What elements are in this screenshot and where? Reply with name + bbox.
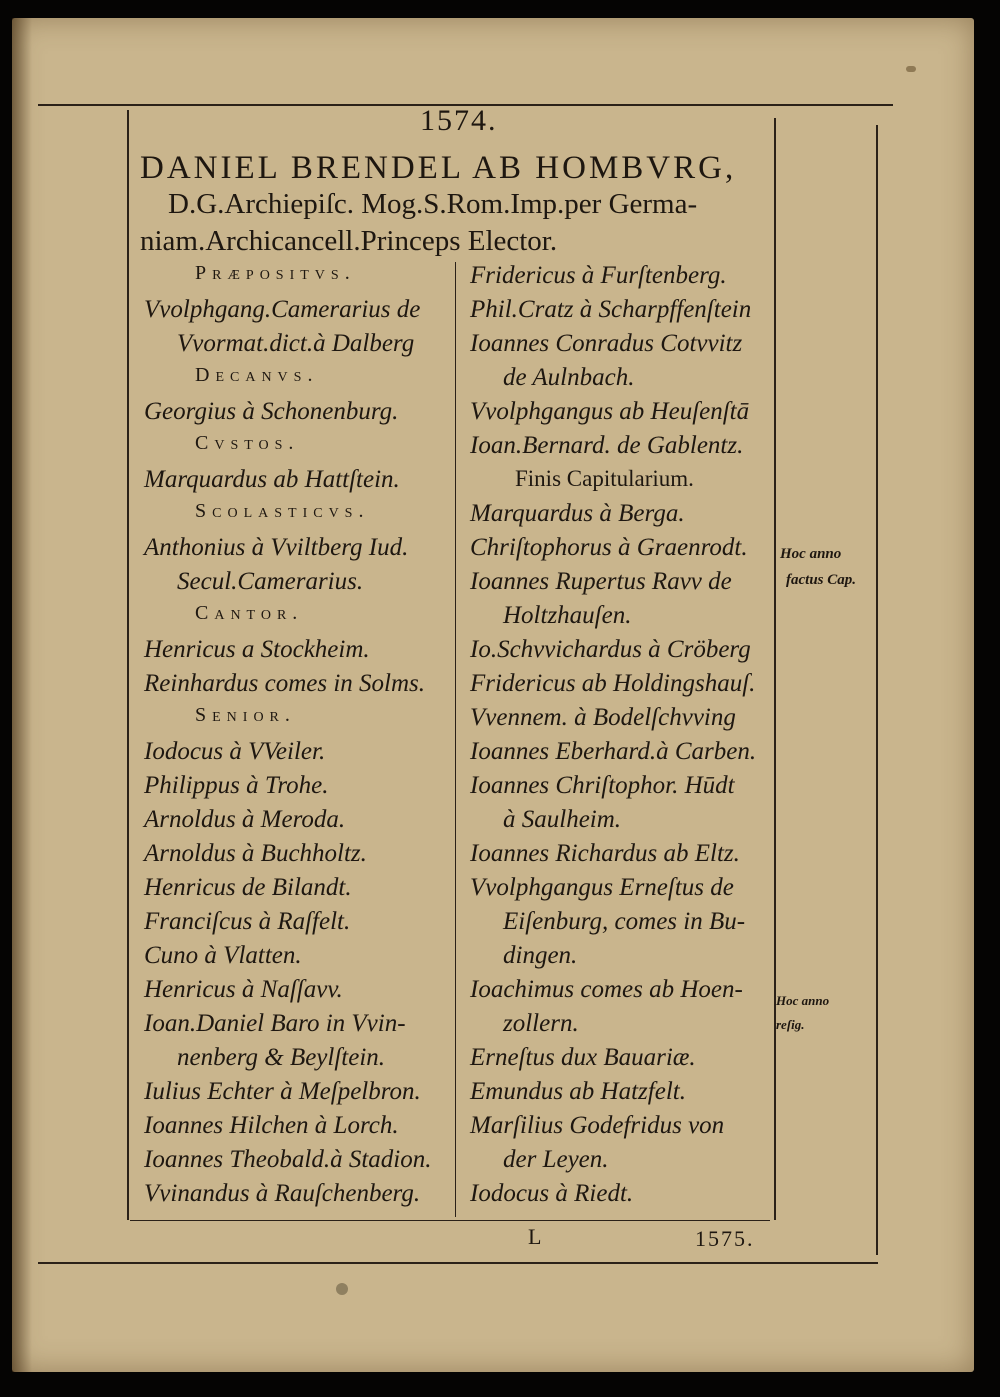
left-column-line: Iodocus à VVeiler. bbox=[144, 738, 326, 765]
right-column-line: dingen. bbox=[503, 942, 578, 969]
bottom-rule bbox=[38, 1262, 878, 1264]
left-column-line: Ioannes Hilchen à Lorch. bbox=[144, 1112, 399, 1139]
margin-note-2-line-1: Hoc anno bbox=[776, 993, 830, 1008]
right-column-line: der Leyen. bbox=[503, 1146, 609, 1173]
left-column-line: Præpositvs. bbox=[195, 262, 356, 284]
bottom-rule-inner bbox=[130, 1220, 770, 1221]
right-column-line: zollern. bbox=[503, 1010, 579, 1037]
left-column-line: Arnoldus à Meroda. bbox=[144, 806, 346, 833]
right-column-line: Fridericus ab Holdingshauſ. bbox=[470, 670, 756, 697]
left-column-line: Henricus a Stockheim. bbox=[144, 636, 370, 663]
left-column-line: nenberg & Beylſtein. bbox=[177, 1044, 386, 1071]
right-column-line: Iodocus à Riedt. bbox=[470, 1180, 634, 1207]
right-column-line: Vvennem. à Bodelſchvving bbox=[470, 704, 736, 731]
right-column-line: Holtzhauſen. bbox=[503, 602, 632, 629]
left-column-line: Cvstos. bbox=[195, 432, 300, 454]
left-column-line: Henricus à Naſſavv. bbox=[144, 976, 343, 1003]
left-column-line: Philippus à Trohe. bbox=[144, 772, 329, 799]
left-column-line: Georgius à Schonenburg. bbox=[144, 398, 399, 425]
right-column-line: Phil.Cratz à Scharpffenſtein bbox=[470, 296, 752, 323]
paper-stain bbox=[906, 66, 916, 72]
right-column-line: Vvolphgangus ab Heuſenſtā bbox=[470, 398, 750, 425]
left-column-line: Ioan.Daniel Baro in Vvin- bbox=[144, 1010, 406, 1037]
right-column-line: Ioan.Bernard. de Gablentz. bbox=[470, 432, 744, 459]
right-column-line: Emundus ab Hatzfelt. bbox=[470, 1078, 686, 1105]
catchword: 1575. bbox=[695, 1226, 755, 1251]
right-border bbox=[774, 118, 776, 1220]
left-column-line: Vvinandus à Rauſchenberg. bbox=[144, 1180, 421, 1207]
title-line-2: D.G.Archiepiſc. Mog.S.Rom.Imp.per Germa- bbox=[168, 188, 698, 220]
right-column-line: Eiſenburg, comes in Bu- bbox=[503, 908, 746, 935]
left-column-line: Scolasticvs. bbox=[195, 500, 370, 522]
right-column-line: Ioannes Eberhard.à Carben. bbox=[470, 738, 757, 765]
right-column-line: Chriſtophorus à Graenrodt. bbox=[470, 534, 748, 561]
right-column-line: Marquardus à Berga. bbox=[470, 500, 685, 527]
right-column-line: Ioannes Rupertus Ravv de bbox=[470, 568, 732, 595]
title-line-1: DANIEL BRENDEL AB HOMBVRG, bbox=[140, 150, 737, 186]
margin-note-2-line-2: reſig. bbox=[776, 1017, 805, 1032]
left-column-line: Vvolphgang.Camerarius de bbox=[144, 296, 421, 323]
left-column-line: Decanvs. bbox=[195, 364, 319, 386]
left-column-line: Secul.Camerarius. bbox=[177, 568, 364, 595]
page-number: 1574. bbox=[420, 104, 498, 137]
margin-note-1-line-1: Hoc anno bbox=[780, 546, 842, 562]
title-line-3: niam.Archicancell.Princeps Elector. bbox=[140, 225, 558, 257]
left-column-line: Marquardus ab Hattſtein. bbox=[144, 466, 400, 493]
left-column-line: Vvormat.dict.à Dalberg bbox=[177, 330, 415, 357]
margin-note-1-line-2: factus Cap. bbox=[786, 572, 857, 588]
right-column-line: Ioannes Conradus Cotvvitz bbox=[470, 330, 743, 357]
right-column-line: Ioachimus comes ab Hoen- bbox=[470, 976, 743, 1003]
right-column-line: Marſilius Godefridus von bbox=[470, 1112, 725, 1139]
left-column-line: Cantor. bbox=[195, 602, 304, 624]
right-column-line: Ioannes Richardus ab Eltz. bbox=[470, 840, 740, 867]
right-column-line: à Saulheim. bbox=[503, 806, 622, 833]
column-divider bbox=[455, 262, 456, 1217]
right-column-line: Finis Capitularium. bbox=[515, 466, 694, 491]
margin-rule bbox=[876, 125, 878, 1255]
left-column-line: Anthonius à Vviltberg Iud. bbox=[144, 534, 409, 561]
left-column-line: Arnoldus à Buchholtz. bbox=[144, 840, 367, 867]
page-edge-shadow bbox=[12, 18, 32, 1372]
signature-mark: L bbox=[528, 1224, 542, 1249]
paper-spot bbox=[336, 1283, 348, 1295]
right-column-line: Erneſtus dux Bauariæ. bbox=[470, 1044, 696, 1071]
left-column-line: Senior. bbox=[195, 704, 296, 726]
left-column-line: Cuno à Vlatten. bbox=[144, 942, 302, 969]
left-column-line: Reinhardus comes in Solms. bbox=[144, 670, 425, 697]
left-column-line: Iulius Echter à Meſpelbron. bbox=[144, 1078, 421, 1105]
right-column-line: Fridericus à Furſtenberg. bbox=[470, 262, 727, 289]
left-column-line: Henricus de Bilandt. bbox=[144, 874, 352, 901]
right-column-line: de Aulnbach. bbox=[503, 364, 635, 391]
right-column-line: Vvolphgangus Erneſtus de bbox=[470, 874, 734, 901]
left-border bbox=[127, 110, 129, 1220]
right-column-line: Io.Schvvichardus à Cröberg bbox=[470, 636, 751, 663]
right-column-line: Ioannes Chriſtophor. Hūdt bbox=[470, 772, 735, 799]
left-column-line: Ioannes Theobald.à Stadion. bbox=[144, 1146, 432, 1173]
left-column-line: Franciſcus à Raſfelt. bbox=[144, 908, 351, 935]
